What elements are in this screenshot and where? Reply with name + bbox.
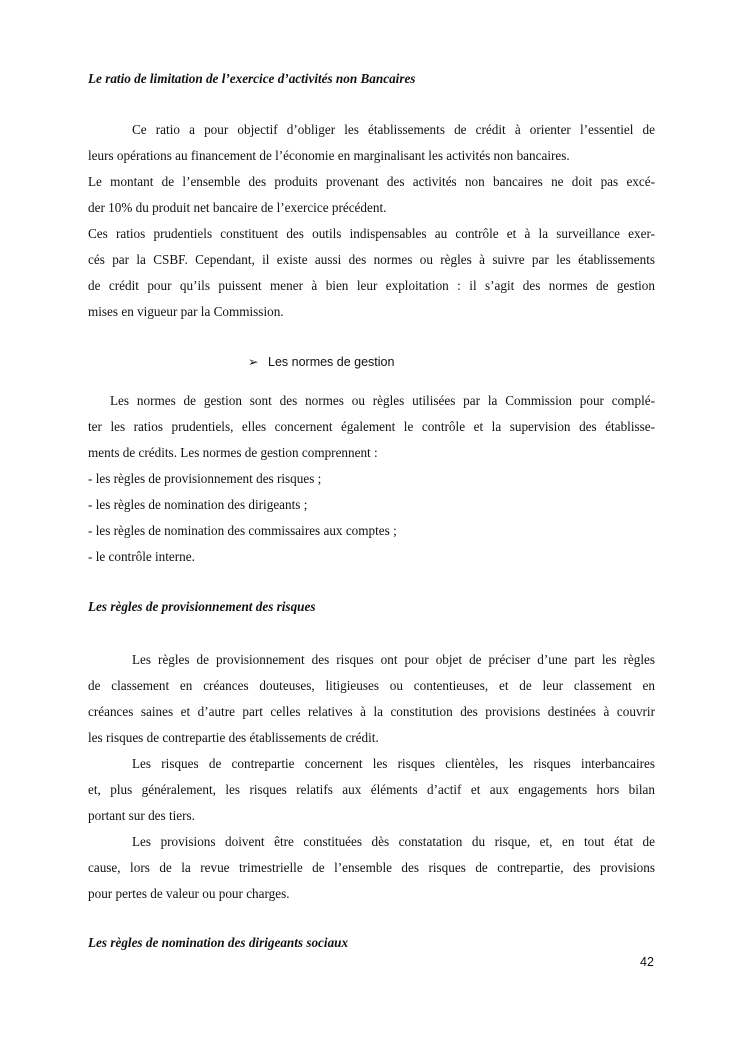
text-line: Les normes de gestion sont des normes ou règles utilisées par la Commission pour complé- (110, 393, 655, 408)
normes-list (88, 466, 397, 570)
text-line: ments de crédits. Les normes de gestion comprennent : (88, 445, 378, 460)
paragraph-normes-gestion (88, 388, 655, 466)
text-line: Les risques de contrepartie concernent les risques clientèles, les risques interbancaires (132, 756, 655, 771)
text-line: mises en vigueur par la Commission. (88, 304, 284, 319)
list-item: - les règles de nomination des commissaires aux comptes ; (88, 523, 397, 538)
heading-provisionnement: Les règles de provisionnement des risques (88, 599, 316, 614)
list-item: - les règles de nomination des dirigeants ; (88, 497, 308, 512)
text-line: Ce ratio a pour objectif d’obliger les établissements de crédit à orienter l’essentiel de (132, 122, 655, 137)
text-line: cés par la CSBF. Cependant, il existe aussi des normes ou règles à suivre par les établissements (88, 252, 655, 267)
paragraph-ratio-description (88, 117, 655, 325)
text-line: ter les ratios prudentiels, elles concernent également le contrôle et la supervision des établisse- (88, 419, 655, 434)
heading-nomination-dirigeants: Les règles de nomination des dirigeants sociaux (88, 935, 349, 950)
paragraph-provisionnement-2 (88, 751, 655, 829)
text-line: de classement en créances douteuses, litigieuses ou contentieuses, et de leur classement en (88, 678, 655, 693)
text-line: pour pertes de valeur ou pour charges. (88, 886, 290, 901)
bullet-normes-de-gestion (248, 354, 394, 369)
list-item: - le contrôle interne. (88, 549, 195, 564)
text-line: créances saines et d’autre part celles relatives à la constitution des provisions destinées à couvrir (88, 704, 655, 719)
text-line: der 10% du produit net bancaire de l’exercice précédent. (88, 200, 387, 215)
arrow-bullet-icon: ➢ (248, 355, 259, 369)
text-line: les risques de contrepartie des établissements de crédit. (88, 730, 379, 745)
text-line: et, plus généralement, les risques relatifs aux éléments d’actif et aux engagements hors bilan (88, 782, 655, 797)
text-line: de crédit pour qu’ils puissent mener à bien leur exploitation : il s’agit des normes de gestion (88, 278, 655, 293)
list-item: - les règles de provisionnement des risques ; (88, 471, 322, 486)
heading-ratio-limitation: Le ratio de limitation de l’exercice d’activités non Bancaires (88, 71, 416, 86)
text-line: Le montant de l’ensemble des produits provenant des activités non bancaires ne doit pas excé- (88, 174, 655, 189)
text-line: portant sur des tiers. (88, 808, 195, 823)
text-line: Les provisions doivent être constituées dès constatation du risque, et, en tout état de (132, 834, 655, 849)
text-line: leurs opérations au financement de l’économie en marginalisant les activités non bancaires. (88, 148, 570, 163)
bullet-label: Les normes de gestion (268, 355, 395, 369)
paragraph-provisionnement-1 (88, 647, 655, 751)
page-number: 42 (640, 955, 654, 969)
paragraph-provisionnement-3 (88, 829, 655, 907)
text-line: Les règles de provisionnement des risques ont pour objet de préciser d’une part les règles (132, 652, 655, 667)
text-line: Ces ratios prudentiels constituent des outils indispensables au contrôle et à la surveillance exer- (88, 226, 655, 241)
text-line: cause, lors de la revue trimestrielle de l’ensemble des risques de contrepartie, des provisions (88, 860, 655, 875)
